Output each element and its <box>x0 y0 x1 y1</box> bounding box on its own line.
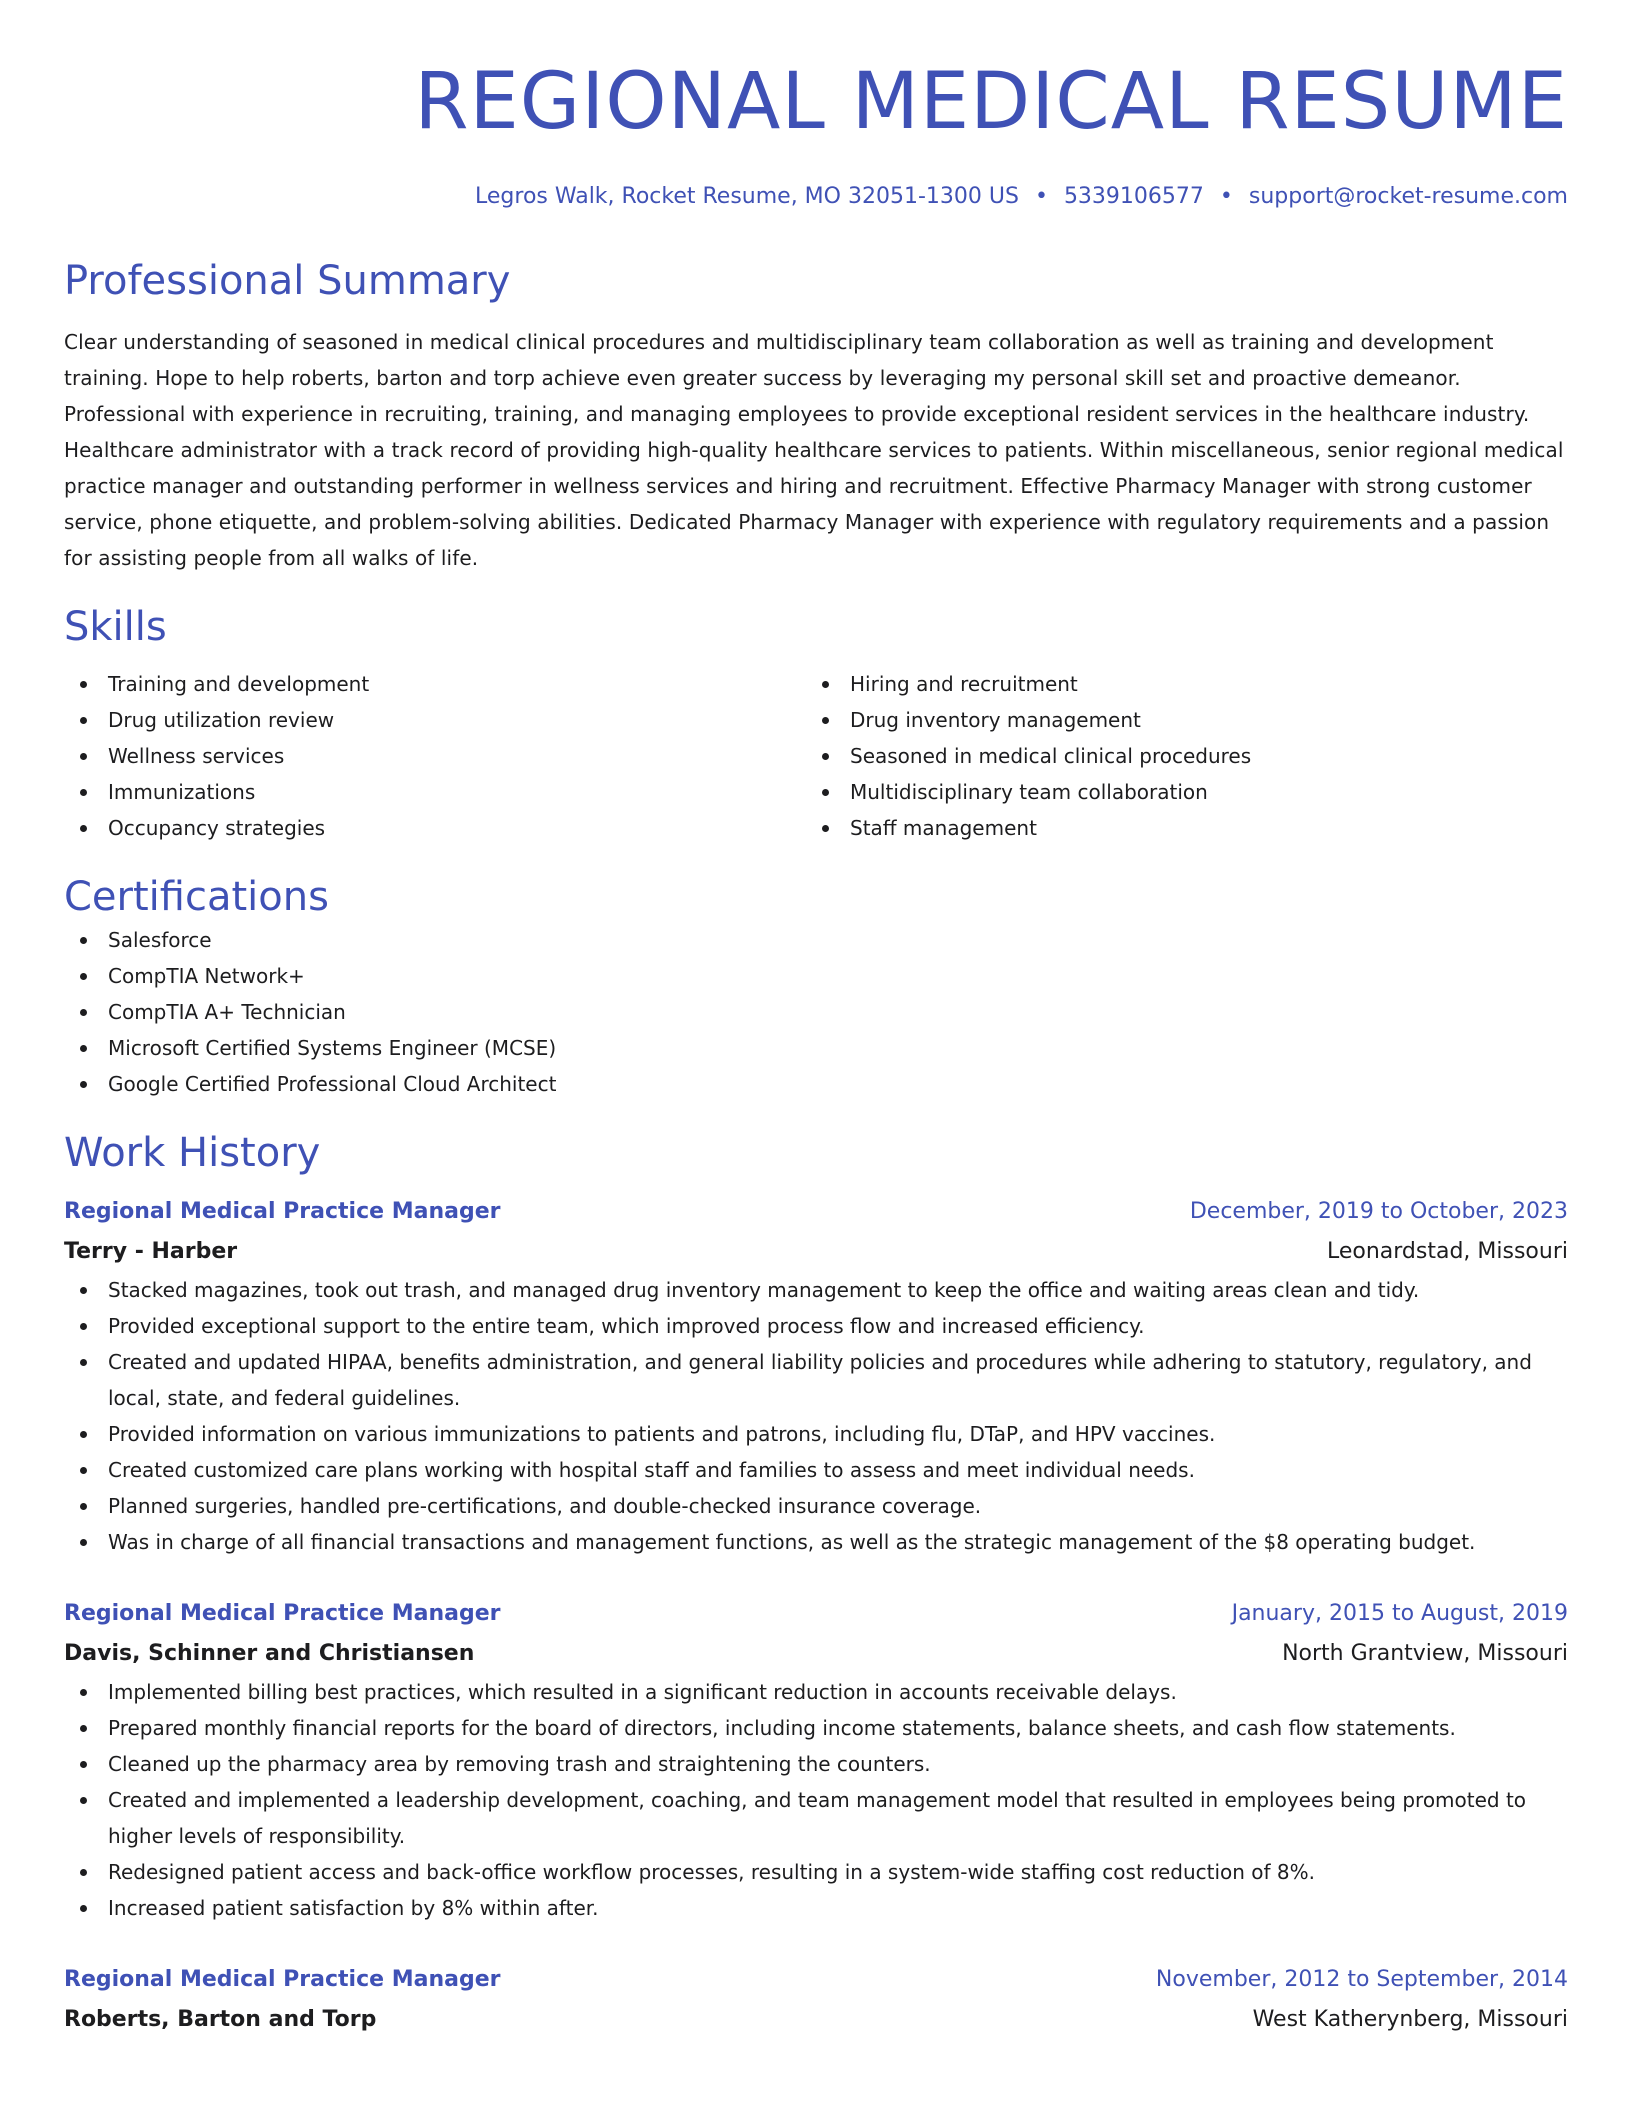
resume-header <box>64 56 1568 212</box>
job-title: Regional Medical Practice Manager <box>64 1199 501 1224</box>
skill-item: Training and development <box>64 666 806 702</box>
certification-item: CompTIA Network+ <box>64 958 1568 994</box>
job-company: Roberts, Barton and Torp <box>64 2007 377 2032</box>
skills-section <box>64 602 1568 846</box>
job-bullet: Created and implemented a leadership development, coaching, and team management model that resulted in employees being promoted to higher levels of responsibility. <box>64 1782 1568 1854</box>
contact-line <box>64 182 1568 212</box>
resume-title: REGIONAL MEDICAL RESUME <box>414 57 1568 147</box>
contact-address: Legros Walk, Rocket Resume, MO 32051-1300 US <box>475 184 1019 209</box>
job-bullet: Stacked magazines, took out trash, and managed drug inventory management to keep the office and waiting areas clean and tidy. <box>64 1272 1568 1308</box>
contact-email[interactable]: support@rocket-resume.com <box>1248 184 1568 209</box>
contact-separator: • <box>1219 184 1233 209</box>
job-dates: December, 2019 to October, 2023 <box>1189 1199 1568 1224</box>
contact-phone: 5339106577 <box>1063 184 1204 209</box>
work-history-section <box>64 1128 1568 2040</box>
job-title: Regional Medical Practice Manager <box>64 1967 501 1992</box>
job-bullet: Provided information on various immunizations to patients and patrons, including flu, DTaP, and HPV vaccines. <box>64 1416 1568 1452</box>
skills-list-right <box>806 666 1548 846</box>
skill-item: Multidisciplinary team collaboration <box>806 774 1548 810</box>
certification-item: Microsoft Certified Systems Engineer (MCSE) <box>64 1030 1568 1066</box>
job-bullet: Increased patient satisfaction by 8% within after. <box>64 1890 1568 1926</box>
job-title: Regional Medical Practice Manager <box>64 1601 501 1626</box>
skill-item: Seasoned in medical clinical procedures <box>806 738 1548 774</box>
job-entry <box>64 1960 1568 2040</box>
job-dates: January, 2015 to August, 2019 <box>1231 1601 1568 1626</box>
section-title-skills: Skills <box>64 604 167 650</box>
skills-list-left <box>64 666 806 846</box>
summary-text: Clear understanding of seasoned in medical clinical procedures and multidisciplinary team collaboration as well as training and development training. Hope to help roberts, barton and torp achieve even greater success by leveraging my personal skill set and proactive demeanor. Professional with experience in recruiting, training, and managing employees to provide exceptional resident services in the healthcare industry. Healthcare administrator with a track record of providing high-quality healthcare services to patients. Within miscellaneous, senior regional medical practice manager and outstanding performer in wellness services and hiring and recruitment. Effective Pharmacy Manager with strong customer service, phone etiquette, and problem-solving abilities. Dedicated Pharmacy Manager with experience with regulatory requirements and a passion for assisting people from all walks of life. <box>64 330 1564 570</box>
certification-item: Google Certified Professional Cloud Architect <box>64 1066 1568 1102</box>
job-bullet: Redesigned patient access and back-office workflow processes, resulting in a system-wide staffing cost reduction of 8%. <box>64 1854 1568 1890</box>
section-title-certifications: Certifications <box>64 874 329 920</box>
job-entry <box>64 1594 1568 1926</box>
skill-item: Staff management <box>806 810 1548 846</box>
section-title-summary: Professional Summary <box>64 258 511 304</box>
job-entry <box>64 1192 1568 1560</box>
job-bullet: Created customized care plans working with hospital staff and families to assess and meet individual needs. <box>64 1452 1568 1488</box>
job-bullet: Provided exceptional support to the entire team, which improved process flow and increased efficiency. <box>64 1308 1568 1344</box>
skill-item: Drug utilization review <box>64 702 806 738</box>
job-dates: November, 2012 to September, 2014 <box>1155 1967 1568 1992</box>
skill-item: Occupancy strategies <box>64 810 806 846</box>
job-company: Davis, Schinner and Christiansen <box>64 1641 475 1666</box>
job-header-row <box>64 1960 1568 2000</box>
job-company-row <box>64 1634 1568 1674</box>
summary-section <box>64 256 1568 576</box>
job-company: Terry - Harber <box>64 1239 238 1264</box>
job-bullet: Planned surgeries, handled pre-certifications, and double-checked insurance coverage. <box>64 1488 1568 1524</box>
skill-item: Hiring and recruitment <box>806 666 1548 702</box>
skills-columns <box>64 666 1568 846</box>
job-bullets <box>64 1674 1568 1926</box>
job-bullet: Created and updated HIPAA, benefits administration, and general liability policies and procedures while adhering to statutory, regulatory, and local, state, and federal guidelines. <box>64 1344 1568 1416</box>
job-bullet: Cleaned up the pharmacy area by removing trash and straightening the counters. <box>64 1746 1568 1782</box>
job-company-row <box>64 2000 1568 2040</box>
certifications-section <box>64 872 1568 1102</box>
contact-separator: • <box>1034 184 1048 209</box>
job-location: North Grantview, Missouri <box>1282 1641 1568 1666</box>
job-bullet: Implemented billing best practices, which resulted in a significant reduction in accounts receivable delays. <box>64 1674 1568 1710</box>
job-bullet: Prepared monthly financial reports for the board of directors, including income statements, balance sheets, and cash flow statements. <box>64 1710 1568 1746</box>
job-location: West Katherynberg, Missouri <box>1252 2007 1568 2032</box>
certification-item: CompTIA A+ Technician <box>64 994 1568 1030</box>
job-header-row <box>64 1192 1568 1232</box>
job-header-row <box>64 1594 1568 1634</box>
job-company-row <box>64 1232 1568 1272</box>
job-bullet: Was in charge of all financial transactions and management functions, as well as the strategic management of the $8 operating budget. <box>64 1524 1568 1560</box>
skill-item: Immunizations <box>64 774 806 810</box>
skill-item: Wellness services <box>64 738 806 774</box>
skill-item: Drug inventory management <box>806 702 1548 738</box>
section-title-work-history: Work History <box>64 1130 321 1176</box>
job-location: Leonardstad, Missouri <box>1326 1239 1568 1264</box>
certification-item: Salesforce <box>64 922 1568 958</box>
certifications-list <box>64 922 1568 1102</box>
job-bullets <box>64 1272 1568 1560</box>
